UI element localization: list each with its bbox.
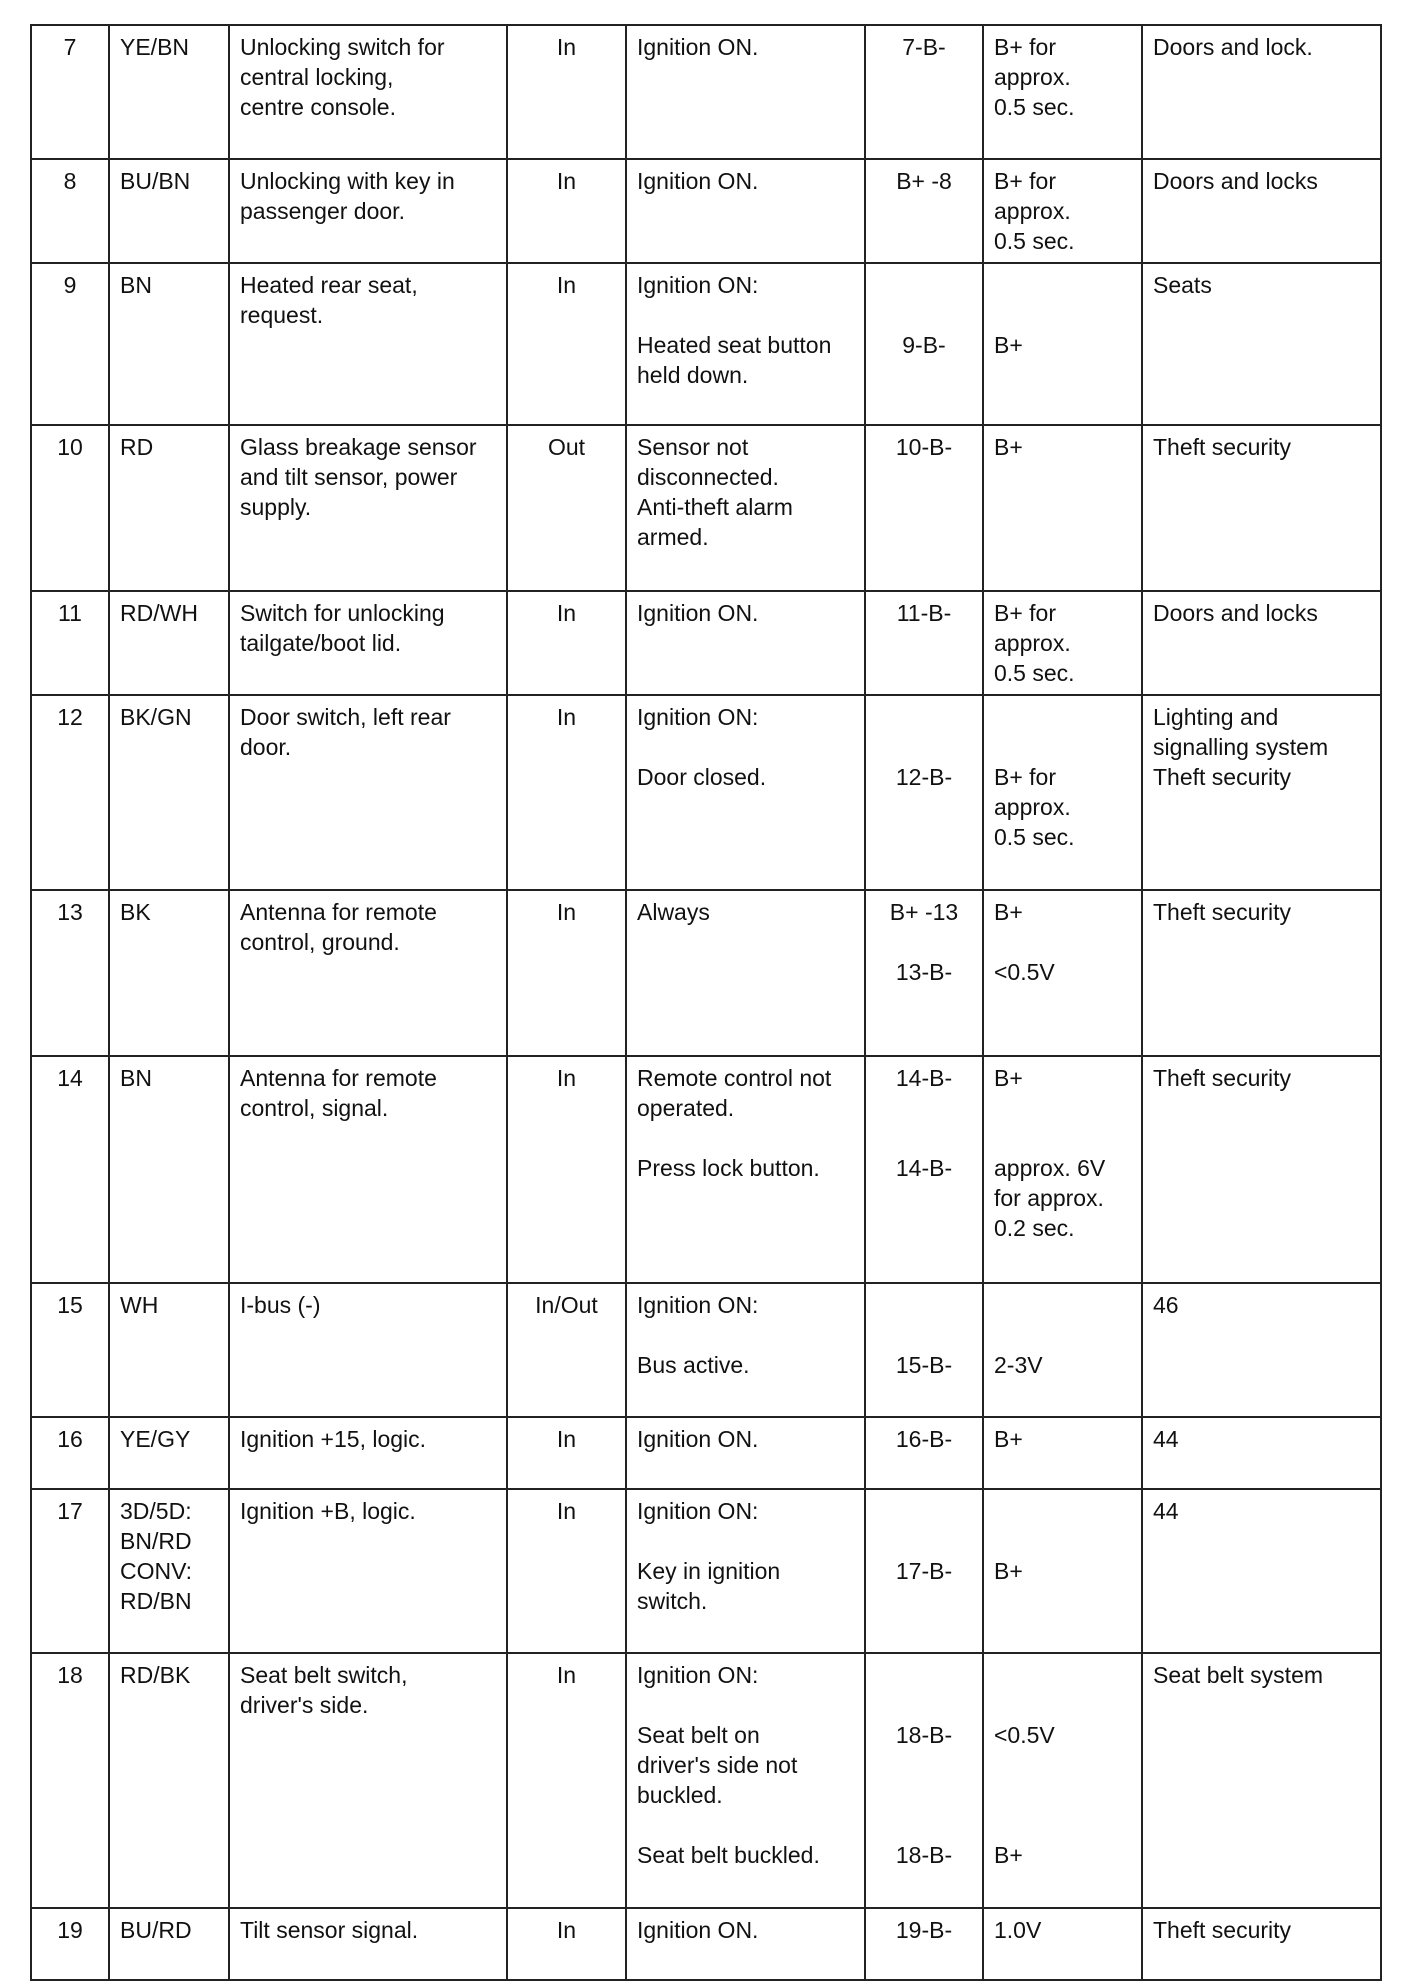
condition-cell [626, 425, 865, 591]
measurement-text: 19-B- [895, 1917, 953, 1943]
wire-color-cell-text: WH [120, 1292, 159, 1318]
measurement-text: 9-B- [902, 332, 946, 358]
condition-text: Ignition ON. [637, 34, 759, 60]
condition-text: Ignition ON. [637, 1917, 759, 1943]
condition-cell [626, 695, 865, 890]
direction-cell-text: In/Out [535, 1292, 598, 1318]
description-cell-text: Switch for unlocking tailgate/boot lid. [240, 600, 445, 656]
value-text: B+ [994, 1065, 1023, 1091]
condition-text: Always [637, 899, 710, 925]
system-cell [1142, 263, 1381, 425]
measurement-text: 14-B- [895, 1065, 953, 1091]
condition-cell [626, 1653, 865, 1908]
value-text [994, 702, 1131, 732]
table-row [31, 695, 1381, 890]
measurement-cell [865, 1489, 983, 1653]
value-cell [983, 1056, 1142, 1283]
description-cell-text: Antenna for remote control, signal. [240, 1065, 437, 1121]
direction-cell [507, 591, 626, 695]
measurement-cell [865, 1283, 983, 1417]
pin-number-cell-text: 18 [57, 1662, 83, 1688]
system-cell-text: Seats [1153, 272, 1212, 298]
direction-cell-text: In [556, 1498, 577, 1524]
table-row [31, 1908, 1381, 1980]
measurement-text: 7-B- [902, 34, 946, 60]
description-cell-text: Unlocking switch for central locking, centre console. [240, 34, 445, 120]
condition-text [637, 957, 854, 987]
system-cell [1142, 1489, 1381, 1653]
value-cell [983, 425, 1142, 591]
wire-color-cell [109, 591, 229, 695]
spacer [994, 927, 1131, 957]
direction-cell-text: Out [547, 434, 586, 460]
value-cell [983, 1417, 1142, 1489]
pin-number-cell-text: 14 [57, 1065, 83, 1091]
value-text: approx. 6V for approx. 0.2 sec. [994, 1155, 1106, 1241]
pin-number-cell [31, 591, 109, 695]
pin-number-cell [31, 1908, 109, 1980]
wire-color-cell-text: 3D/5D: BN/RD CONV: RD/BN [120, 1498, 192, 1614]
value-text: <0.5V [994, 959, 1055, 985]
spacer [994, 1690, 1131, 1720]
measurement-text: 13-B- [895, 959, 953, 985]
value-text: B+ [994, 332, 1023, 358]
direction-cell [507, 159, 626, 263]
pin-number-cell [31, 1056, 109, 1283]
system-cell [1142, 1283, 1381, 1417]
direction-cell-text: In [556, 1917, 577, 1943]
table-row [31, 263, 1381, 425]
value-text: B+ for approx. 0.5 sec. [994, 34, 1075, 120]
value-text: B+ [994, 434, 1023, 460]
measurement-text: 15-B- [895, 1352, 953, 1378]
condition-text: Ignition ON: [637, 704, 759, 730]
spacer [994, 1526, 1131, 1556]
direction-cell [507, 1283, 626, 1417]
spacer [637, 1690, 854, 1720]
table-row [31, 425, 1381, 591]
spacer [876, 927, 972, 957]
description-cell [229, 1653, 507, 1908]
wire-color-cell-text: BN [120, 272, 152, 298]
description-cell-text: Glass breakage sensor and tilt sensor, power supply. [240, 434, 477, 520]
value-text: 1.0V [994, 1917, 1042, 1943]
direction-cell [507, 425, 626, 591]
pin-number-cell-text: 17 [57, 1498, 83, 1524]
spacer [637, 1123, 854, 1153]
spacer [876, 300, 972, 330]
measurement-text: 14-B- [895, 1155, 953, 1181]
value-cell [983, 1489, 1142, 1653]
system-cell [1142, 1653, 1381, 1908]
value-text: B+ [994, 1842, 1023, 1868]
condition-text: Door closed. [637, 764, 767, 790]
system-cell [1142, 695, 1381, 890]
pin-number-cell [31, 890, 109, 1056]
value-cell [983, 159, 1142, 263]
spacer [994, 1810, 1131, 1840]
pin-number-cell [31, 695, 109, 890]
measurement-text: 11-B- [896, 600, 952, 626]
measurement-cell [865, 263, 983, 425]
pin-number-cell-text: 16 [57, 1426, 83, 1452]
spacer [876, 732, 972, 762]
spacer [637, 1810, 854, 1840]
description-cell-text: Unlocking with key in passenger door. [240, 168, 455, 224]
spacer [637, 1320, 854, 1350]
direction-cell-text: In [556, 168, 577, 194]
description-cell [229, 695, 507, 890]
spacer [876, 1320, 972, 1350]
wire-color-cell-text: BN [120, 1065, 152, 1091]
wire-color-cell-text: RD/WH [120, 600, 198, 626]
description-cell [229, 425, 507, 591]
pin-number-cell [31, 159, 109, 263]
wire-color-cell-text: BK/GN [120, 704, 192, 730]
measurement-text: B+ -13 [889, 899, 959, 925]
direction-cell-text: In [556, 899, 577, 925]
wire-color-cell [109, 1283, 229, 1417]
value-cell [983, 1908, 1142, 1980]
direction-cell-text: In [556, 704, 577, 730]
value-cell [983, 25, 1142, 159]
pin-number-cell-text: 12 [57, 704, 83, 730]
wire-color-cell-text: YE/GY [120, 1426, 191, 1452]
table-row [31, 591, 1381, 695]
description-cell-text: Antenna for remote control, ground. [240, 899, 437, 955]
wire-color-cell [109, 263, 229, 425]
measurement-cell [865, 1417, 983, 1489]
spacer [637, 300, 854, 330]
description-cell-text: Door switch, left rear door. [240, 704, 451, 760]
description-cell-text: Ignition +B, logic. [240, 1498, 416, 1524]
pin-number-cell-text: 9 [63, 272, 77, 298]
table-row [31, 1653, 1381, 1908]
measurement-cell [865, 591, 983, 695]
system-cell-text: 44 [1153, 1426, 1179, 1452]
wire-color-cell [109, 890, 229, 1056]
table-row [31, 1489, 1381, 1653]
wire-color-cell [109, 1908, 229, 1980]
pin-table [30, 24, 1382, 1981]
measurement-text [876, 1496, 972, 1526]
description-cell [229, 263, 507, 425]
value-text: B+ [994, 1426, 1023, 1452]
pin-number-cell-text: 19 [57, 1917, 83, 1943]
system-cell-text: Theft security [1153, 434, 1292, 460]
direction-cell-text: In [556, 272, 577, 298]
measurement-cell [865, 695, 983, 890]
direction-cell [507, 263, 626, 425]
wire-color-cell-text: BU/RD [120, 1917, 192, 1943]
condition-text: Remote control not operated. [637, 1065, 832, 1121]
condition-cell [626, 1489, 865, 1653]
spacer [876, 1690, 972, 1720]
description-cell [229, 591, 507, 695]
table-row [31, 1417, 1381, 1489]
direction-cell [507, 1908, 626, 1980]
direction-cell [507, 25, 626, 159]
pin-number-cell-text: 10 [57, 434, 83, 460]
description-cell-text: Seat belt switch, driver's side. [240, 1662, 408, 1718]
system-cell [1142, 1417, 1381, 1489]
wire-color-cell-text: RD/BK [120, 1662, 191, 1688]
system-cell-text: 44 [1153, 1498, 1179, 1524]
description-cell-text: Tilt sensor signal. [240, 1917, 419, 1943]
value-cell [983, 890, 1142, 1056]
measurement-text: 12-B- [895, 764, 953, 790]
direction-cell-text: In [556, 1662, 577, 1688]
value-text [994, 1496, 1131, 1526]
description-cell-text: Heated rear seat, request. [240, 272, 418, 328]
wire-color-cell-text: BK [120, 899, 151, 925]
system-cell-text: Doors and lock. [1153, 34, 1313, 60]
direction-cell [507, 695, 626, 890]
wire-color-cell-text: YE/BN [120, 34, 190, 60]
measurement-cell [865, 890, 983, 1056]
condition-text: Ignition ON. [637, 1426, 759, 1452]
measurement-text: B+ -8 [896, 168, 952, 194]
description-cell-text: I-bus (-) [240, 1292, 321, 1318]
spacer [994, 300, 1131, 330]
value-text: 2-3V [994, 1352, 1043, 1378]
system-cell [1142, 1056, 1381, 1283]
wire-color-cell-text: RD [120, 434, 154, 460]
spacer [994, 1123, 1131, 1153]
direction-cell-text: In [556, 1426, 577, 1452]
description-cell-text: Ignition +15, logic. [240, 1426, 427, 1452]
value-cell [983, 1283, 1142, 1417]
system-cell [1142, 425, 1381, 591]
pin-table-body [31, 25, 1381, 1980]
condition-cell [626, 1056, 865, 1283]
condition-text: Key in ignition switch. [637, 1558, 781, 1614]
pin-number-cell [31, 1417, 109, 1489]
condition-text: Ignition ON: [637, 1662, 759, 1688]
condition-cell [626, 591, 865, 695]
measurement-text: 18-B- [895, 1842, 953, 1868]
condition-cell [626, 1283, 865, 1417]
wire-color-cell [109, 425, 229, 591]
direction-cell-text: In [556, 1065, 577, 1091]
description-cell [229, 1417, 507, 1489]
measurement-text [876, 702, 972, 732]
measurement-cell [865, 425, 983, 591]
pin-number-cell [31, 1283, 109, 1417]
wire-color-cell [109, 159, 229, 263]
table-row [31, 25, 1381, 159]
pin-number-cell-text: 11 [58, 600, 82, 626]
system-cell [1142, 159, 1381, 263]
description-cell [229, 1908, 507, 1980]
direction-cell-text: In [556, 34, 577, 60]
condition-text: Press lock button. [637, 1155, 820, 1181]
measurement-cell [865, 159, 983, 263]
wire-color-cell-text: BU/BN [120, 168, 191, 194]
measurement-text [876, 1290, 972, 1320]
pin-number-cell-text: 8 [63, 168, 77, 194]
condition-cell [626, 25, 865, 159]
condition-cell [626, 159, 865, 263]
table-row [31, 1056, 1381, 1283]
condition-cell [626, 1908, 865, 1980]
system-cell-text: Doors and locks [1153, 600, 1318, 626]
value-text [994, 1290, 1131, 1320]
value-text [994, 1660, 1131, 1690]
wire-color-cell [109, 1417, 229, 1489]
description-cell [229, 1056, 507, 1283]
pin-number-cell [31, 25, 109, 159]
system-cell [1142, 591, 1381, 695]
value-cell [983, 263, 1142, 425]
direction-cell [507, 1489, 626, 1653]
measurement-text: 17-B- [895, 1558, 953, 1584]
spacer [994, 1320, 1131, 1350]
wire-color-cell [109, 1489, 229, 1653]
value-text [994, 270, 1131, 300]
value-text: <0.5V [994, 1722, 1055, 1748]
value-text: B+ [994, 1558, 1023, 1584]
pin-number-cell-text: 7 [63, 34, 77, 60]
wire-color-cell [109, 695, 229, 890]
pin-number-cell-text: 15 [57, 1292, 83, 1318]
spacer [876, 1810, 972, 1840]
system-cell-text: Doors and locks [1153, 168, 1318, 194]
condition-cell [626, 263, 865, 425]
condition-cell [626, 890, 865, 1056]
spacer [876, 1123, 972, 1153]
condition-text: Ignition ON. [637, 168, 759, 194]
condition-text: Ignition ON. [637, 600, 759, 626]
direction-cell [507, 1417, 626, 1489]
measurement-text: 18-B- [895, 1722, 953, 1748]
condition-text: Ignition ON: [637, 1498, 759, 1524]
spacer [637, 1526, 854, 1556]
value-cell [983, 1653, 1142, 1908]
pin-number-cell [31, 1653, 109, 1908]
spacer [994, 732, 1131, 762]
measurement-text: 10-B- [895, 434, 953, 460]
wire-color-cell [109, 25, 229, 159]
description-cell [229, 25, 507, 159]
table-row [31, 159, 1381, 263]
system-cell [1142, 25, 1381, 159]
pin-number-cell [31, 425, 109, 591]
direction-cell [507, 890, 626, 1056]
measurement-cell [865, 25, 983, 159]
condition-text: Seat belt buckled. [637, 1842, 820, 1868]
wire-color-cell [109, 1056, 229, 1283]
wire-color-cell [109, 1653, 229, 1908]
condition-text: Bus active. [637, 1352, 750, 1378]
direction-cell-text: In [556, 600, 577, 626]
table-row [31, 890, 1381, 1056]
measurement-cell [865, 1056, 983, 1283]
pin-number-cell-text: 13 [57, 899, 83, 925]
value-text: B+ for approx. 0.5 sec. [994, 168, 1075, 254]
value-cell [983, 695, 1142, 890]
measurement-text [876, 1660, 972, 1690]
system-cell [1142, 890, 1381, 1056]
condition-text: Ignition ON: [637, 1292, 759, 1318]
pin-number-cell [31, 1489, 109, 1653]
system-cell-text: Theft security [1153, 899, 1292, 925]
value-text: B+ for approx. 0.5 sec. [994, 600, 1075, 686]
value-text: B+ [994, 899, 1023, 925]
system-cell-text: 46 [1153, 1292, 1179, 1318]
condition-cell [626, 1417, 865, 1489]
system-cell-text: Lighting and signalling system Theft security [1153, 704, 1329, 790]
measurement-cell [865, 1653, 983, 1908]
measurement-text: 16-B- [895, 1426, 953, 1452]
system-cell-text: Theft security [1153, 1917, 1292, 1943]
condition-text: Sensor not disconnected. Anti-theft alarm armed. [637, 434, 793, 550]
table-row [31, 1283, 1381, 1417]
direction-cell [507, 1653, 626, 1908]
spacer [876, 1526, 972, 1556]
value-cell [983, 591, 1142, 695]
measurement-text [876, 270, 972, 300]
spacer [637, 732, 854, 762]
description-cell [229, 890, 507, 1056]
condition-text: Heated seat button held down. [637, 332, 832, 388]
spacer [637, 927, 854, 957]
condition-text: Seat belt on driver's side not buckled. [637, 1722, 798, 1808]
pin-number-cell [31, 263, 109, 425]
description-cell [229, 159, 507, 263]
description-cell [229, 1489, 507, 1653]
value-text: B+ for approx. 0.5 sec. [994, 764, 1075, 850]
system-cell-text: Seat belt system [1153, 1662, 1324, 1688]
measurement-cell [865, 1908, 983, 1980]
direction-cell [507, 1056, 626, 1283]
description-cell [229, 1283, 507, 1417]
system-cell-text: Theft security [1153, 1065, 1292, 1091]
condition-text: Ignition ON: [637, 272, 759, 298]
system-cell [1142, 1908, 1381, 1980]
